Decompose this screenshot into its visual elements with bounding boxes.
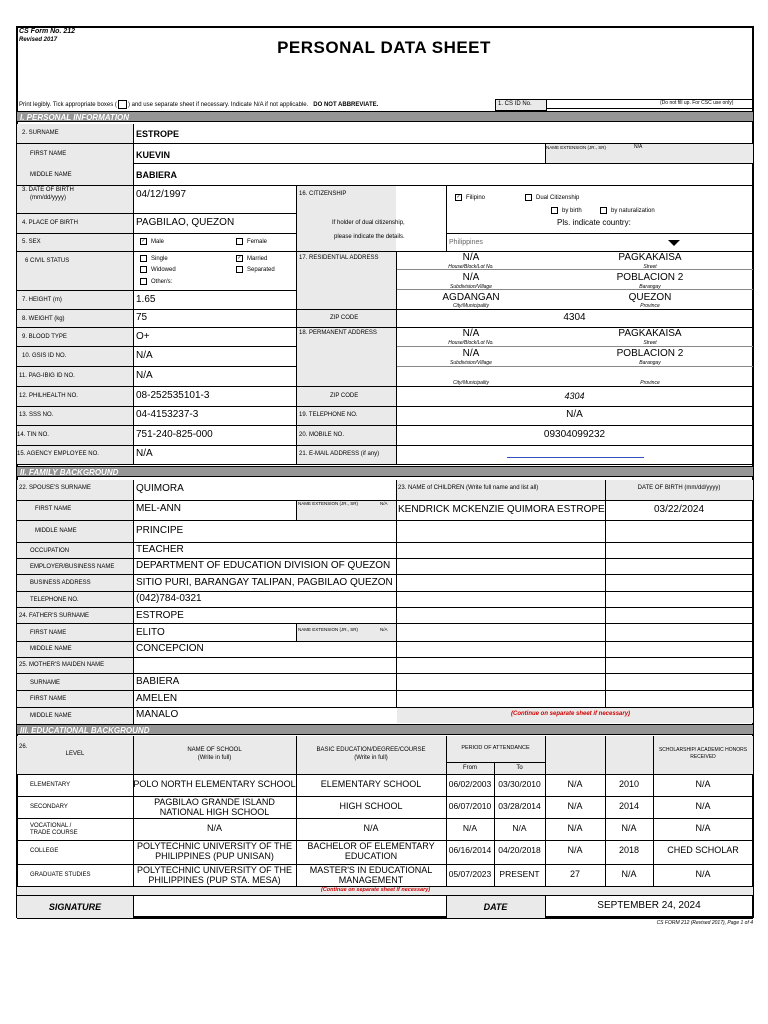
child-dob-value[interactable]: 03/22/2024 (653, 504, 705, 515)
agency-value[interactable]: N/A (136, 448, 153, 459)
mother-surname-label: SURNAME (30, 680, 61, 686)
perm-subdivision-value[interactable]: N/A (462, 348, 480, 359)
education-continue-note: (Continue on separate sheet if necessary) (321, 887, 431, 893)
spouse-telephone-label: TELEPHONE NO. (30, 597, 79, 603)
checkbox-icon (600, 207, 607, 214)
education-number: 26. (19, 744, 28, 750)
house-caption: House/Block/Lot No. (448, 340, 494, 346)
by-birth-option[interactable]: by birth (551, 207, 582, 215)
checked-icon: ✓ (141, 238, 146, 244)
civil-single-option[interactable]: Single (140, 255, 168, 263)
citizenship-filipino-option[interactable]: ✓ Filipino (456, 194, 486, 202)
mobile-label: 20. MOBILE NO. (299, 432, 345, 438)
dual-note-details: please indicate the details. (334, 234, 405, 240)
mother-surname-value[interactable]: BABIERA (136, 676, 180, 687)
education-year[interactable]: 2018 (618, 845, 640, 855)
gsis-label: 10. GSIS ID NO. (22, 353, 67, 359)
residential-address-label: 17. RESIDENTIAL ADDRESS (299, 255, 379, 261)
education-school[interactable]: POLYTECHNIC UNIVERSITY OF THE (136, 841, 293, 851)
education-level: SECONDARY (30, 804, 68, 810)
education-to[interactable]: 03/30/2010 (498, 779, 541, 789)
date-label: DATE (483, 902, 508, 912)
education-from[interactable]: 05/07/2023 (448, 869, 492, 879)
mother-first-label: FIRST NAME (30, 696, 67, 702)
checkbox-icon (140, 255, 147, 262)
mobile-value[interactable]: 09304099232 (543, 429, 606, 440)
business-address-value[interactable]: SITIO PURI, BARANGAY TALIPAN, PAGBILAO QUEZON (136, 577, 393, 588)
signature-field[interactable] (134, 897, 445, 917)
business-address-label: BUSINESS ADDRESS (30, 580, 91, 586)
weight-value[interactable]: 75 (136, 312, 148, 323)
child-name-value[interactable]: KENDRICK MCKENZIE QUIMORA ESTROPE (398, 504, 605, 515)
first-name-value[interactable]: KUEVIN (136, 150, 171, 160)
checkbox-icon (140, 278, 147, 285)
dual-note: If holder of dual citizenship, (332, 220, 405, 226)
form-number: CS Form No. 212 (19, 28, 76, 35)
father-surname-value[interactable]: ESTROPE (136, 610, 184, 621)
education-level: TRADE COURSE (30, 830, 78, 836)
blood-type-value[interactable]: O+ (136, 331, 150, 342)
section-family-background: II. FAMILY BACKGROUND (17, 466, 753, 477)
agency-label: 15. AGENCY EMPLOYEE NO. (17, 451, 99, 457)
education-school[interactable]: POLYTECHNIC UNIVERSITY OF THE (136, 865, 293, 875)
dob-format-label: (mm/dd/yyyy) (30, 195, 66, 201)
perm-barangay-value[interactable]: POBLACION 2 (616, 348, 684, 359)
education-year[interactable]: 2010 (618, 779, 640, 789)
checkbox-icon (140, 266, 147, 273)
education-honors[interactable]: CHED SCHOLAR (667, 845, 739, 855)
spouse-ext-value[interactable]: N/A (380, 501, 388, 506)
middle-name-label: MIDDLE NAME (30, 172, 72, 178)
civil-married-option[interactable]: ✓ Married (237, 255, 268, 263)
res-house-value[interactable]: N/A (462, 252, 480, 263)
citizenship-label: 16. CITIZENSHIP (299, 191, 347, 197)
country-select[interactable]: Philippines (449, 239, 483, 246)
education-course[interactable]: ELEMENTARY SCHOOL (320, 779, 422, 789)
education-level: COLLEGE (30, 848, 59, 854)
city-caption: City/Municipality (452, 380, 490, 386)
honors-header: SCHOLARSHIP/ ACADEMIC HONORS RECEIVED (658, 747, 748, 760)
sex-label: 5. SEX (22, 239, 41, 245)
checked-icon: ✓ (237, 255, 242, 261)
education-school[interactable]: N/A (206, 823, 222, 833)
city-caption: City/Municipality (452, 303, 490, 309)
education-school[interactable]: NATIONAL HIGH SCHOOL (159, 807, 270, 817)
education-course[interactable]: MANAGEMENT (338, 875, 404, 885)
indicate-country-label: Pls. indicate country: (557, 218, 631, 227)
education-level: ELEMENTARY (30, 782, 71, 788)
education-school[interactable]: POLO NORTH ELEMENTARY SCHOOL (133, 779, 296, 789)
perm-house-value[interactable]: N/A (462, 328, 480, 339)
permanent-address-label: 18. PERMANENT ADDRESS (299, 330, 377, 336)
education-school[interactable]: PAGBILAO GRANDE ISLAND (154, 797, 275, 807)
civil-others-option[interactable]: Other/s: (140, 278, 172, 286)
father-first-label: FIRST NAME (30, 630, 67, 636)
zip-code-label: ZIP CODE (330, 393, 359, 399)
weight-label: 8. WEIGHT (kg) (22, 316, 65, 322)
education-to[interactable]: 03/28/2014 (498, 801, 541, 811)
period-header: PERIOD OF ATTENDANCE (461, 745, 530, 751)
surname-value[interactable]: ESTROPE (136, 129, 180, 139)
spouse-telephone-value[interactable]: (042)784-0321 (136, 593, 202, 604)
name-extension-label: NAME EXTENSION (JR., SR) (546, 145, 607, 150)
barangay-caption: Barangay (639, 360, 661, 366)
level-header: LEVEL (65, 751, 85, 757)
surname-label: 2. SURNAME (22, 130, 59, 136)
email-label: 21. E-MAIL ADDRESS (if any) (299, 451, 380, 457)
instructions: Print legibly. Tick appropriate boxes ( ) and use separate sheet if necessary. Indicate N/A if not applicable. DO NOT ABBREVIATE. (19, 100, 378, 109)
province-caption: Province (640, 380, 660, 386)
school-write-note: (Write in full) (197, 755, 232, 761)
children-dob-label: DATE OF BIRTH (mm/dd/yyyy) (637, 485, 721, 491)
pagibig-value[interactable]: N/A (136, 370, 153, 381)
education-honors[interactable]: N/A (695, 823, 711, 833)
section-personal-info: I. PERSONAL INFORMATION (17, 111, 753, 122)
mother-maiden-label: 25. MOTHER'S MAIDEN NAME (19, 662, 105, 668)
sex-male-option[interactable]: ✓ Male (141, 238, 165, 246)
section-educational-background: III. EDUCATIONAL BACKGROUND (17, 724, 753, 735)
education-from[interactable]: 06/07/2010 (448, 801, 492, 811)
telephone-value[interactable]: N/A (566, 409, 583, 420)
name-extension-value[interactable]: N/A (634, 144, 643, 150)
by-naturalization-option[interactable]: by naturalization (600, 207, 655, 215)
csc-note: (Do not fill up. For CSC use only) (660, 100, 734, 106)
height-value[interactable]: 1.65 (136, 294, 156, 305)
sss-value[interactable]: 04-4153237-3 (136, 409, 199, 420)
pob-label: 4. PLACE OF BIRTH (22, 220, 78, 226)
signature-label: SIGNATURE (48, 902, 102, 912)
spouse-middle-label: MIDDLE NAME (35, 528, 77, 534)
citizenship-dual-option[interactable]: Dual Citizenship (525, 194, 579, 202)
civil-widowed-option[interactable]: Widowed (140, 266, 176, 274)
email-field[interactable] (507, 457, 644, 458)
education-level: GRADUATE STUDIES (30, 872, 91, 878)
education-course[interactable]: N/A (363, 823, 379, 833)
pagibig-label: 11. PAG-IBIG ID NO. (19, 373, 75, 379)
family-continue-note: (Continue on separate sheet if necessary) (511, 711, 631, 717)
education-units[interactable]: N/A (567, 823, 583, 833)
page-title: PERSONAL DATA SHEET (277, 38, 491, 57)
first-name-label: FIRST NAME (30, 151, 67, 157)
street-caption: Street (643, 264, 657, 270)
education-honors[interactable]: N/A (695, 801, 711, 811)
education-year[interactable]: 2014 (618, 801, 640, 811)
tin-label: 14. TIN NO. (17, 432, 49, 438)
spouse-surname-value[interactable]: QUIMORA (136, 483, 184, 494)
res-street-value[interactable]: PAGKAKAISA (618, 252, 682, 263)
education-year[interactable]: N/A (621, 823, 637, 833)
education-to[interactable]: 04/20/2018 (498, 845, 541, 855)
dob-label: 3. DATE OF BIRTH (22, 187, 74, 193)
father-ext-label: NAME EXTENSION (JR., SR) (298, 627, 359, 632)
education-course[interactable]: HIGH SCHOOL (339, 801, 403, 811)
education-honors[interactable]: N/A (695, 779, 711, 789)
education-school[interactable]: PHILIPPINES (PUP UNISAN) (155, 851, 274, 861)
education-from[interactable]: 06/02/2003 (448, 779, 492, 789)
barangay-caption: Barangay (639, 284, 661, 290)
education-units[interactable]: N/A (567, 779, 583, 789)
civil-status-label: 6 CIVIL STATUS (25, 258, 70, 264)
education-from[interactable]: N/A (462, 823, 478, 833)
checkbox-icon (236, 238, 243, 245)
dob-value[interactable]: 04/12/1997 (136, 189, 187, 200)
spouse-surname-label: 22. SPOUSE'S SURNAME (19, 485, 91, 491)
education-units[interactable]: 27 (569, 869, 580, 879)
checkbox-icon (551, 207, 558, 214)
education-school[interactable]: PHILIPPINES (PUP STA. MESA) (148, 875, 281, 885)
mother-middle-label: MIDDLE NAME (30, 713, 72, 719)
cs-id-label: 1. CS ID No. (498, 101, 532, 107)
chevron-down-icon[interactable] (668, 240, 680, 246)
father-middle-value[interactable]: CONCEPCION (136, 643, 204, 654)
page-footer: CS FORM 212 (Revised 2017), Page 1 of 4 (656, 920, 753, 926)
form-revised: Revised 2017 (19, 37, 58, 43)
mother-first-value[interactable]: AMELEN (136, 693, 178, 704)
education-from[interactable]: 06/16/2014 (448, 845, 492, 855)
tin-value[interactable]: 751-240-825-000 (136, 429, 213, 440)
telephone-label: 19. TELEPHONE NO. (299, 412, 358, 418)
civil-separated-option[interactable]: Separated (236, 266, 275, 274)
education-units[interactable]: N/A (567, 845, 583, 855)
children-label: 23. NAME of CHILDREN (Write full name and list all) (398, 485, 539, 491)
philhealth-value[interactable]: 08-252535101-3 (136, 390, 210, 401)
education-year[interactable]: N/A (621, 869, 637, 879)
course-write-note: (Write in full) (354, 755, 388, 761)
employer-label: EMPLOYER/BUSINESS NAME (30, 564, 115, 570)
province-caption: Province (640, 303, 660, 309)
perm-zip-value[interactable]: 4304 (564, 391, 585, 401)
school-header: NAME OF SCHOOL (187, 747, 242, 753)
checked-icon: ✓ (456, 194, 461, 200)
res-zip-value[interactable]: 4304 (563, 312, 586, 323)
subdivision-caption: Subdivision/Village (450, 284, 492, 290)
spouse-middle-value[interactable]: PRINCIPE (136, 525, 184, 536)
zip-code-label: ZIP CODE (330, 315, 359, 321)
height-label: 7. HEIGHT (m) (22, 297, 62, 303)
occupation-label: OCCUPATION (30, 548, 70, 554)
education-units[interactable]: N/A (567, 801, 583, 811)
employer-value[interactable]: DEPARTMENT OF EDUCATION DIVISION OF QUEZON (136, 560, 391, 571)
father-surname-label: 24. FATHER'S SURNAME (19, 613, 90, 619)
checkbox-icon (236, 266, 243, 273)
education-course[interactable]: EDUCATION (344, 851, 398, 861)
house-caption: House/Block/Lot No. (448, 264, 494, 270)
res-barangay-value[interactable]: POBLACION 2 (616, 272, 684, 283)
education-level: VOCATIONAL / (30, 823, 72, 829)
sex-female-option[interactable]: Female (236, 238, 267, 246)
spouse-first-value[interactable]: MEL-ANN (136, 503, 182, 514)
res-province-value[interactable]: QUEZON (628, 292, 672, 303)
middle-name-value[interactable]: BABIERA (136, 170, 178, 180)
pob-value[interactable]: PAGBILAO, QUEZON (136, 217, 235, 228)
philhealth-label: 12. PHILHEALTH NO. (19, 393, 78, 399)
occupation-value[interactable]: TEACHER (136, 544, 184, 555)
sss-label: 13. SSS NO. (19, 412, 54, 418)
to-header: To (516, 765, 523, 771)
education-course[interactable]: BACHELOR OF ELEMENTARY (307, 841, 435, 851)
spouse-ext-label: NAME EXTENSION (JR., SR) (298, 501, 359, 506)
from-header: From (463, 765, 477, 771)
res-city-value[interactable]: AGDANGAN (442, 292, 500, 303)
date-value[interactable]: SEPTEMBER 24, 2024 (597, 900, 701, 911)
education-course[interactable]: MASTER'S IN EDUCATIONAL (309, 865, 433, 875)
blood-type-label: 9. BLOOD TYPE (22, 334, 67, 340)
spouse-first-label: FIRST NAME (35, 506, 72, 512)
father-ext-value[interactable]: N/A (380, 627, 388, 632)
perm-street-value[interactable]: PAGKAKAISA (618, 328, 682, 339)
course-header: BASIC EDUCATION/DEGREE/COURSE (316, 747, 426, 753)
education-honors[interactable]: N/A (695, 869, 711, 879)
mother-middle-value[interactable]: MANALO (136, 709, 179, 720)
street-caption: Street (643, 340, 657, 346)
checkbox-icon (525, 194, 532, 201)
father-first-value[interactable]: ELITO (136, 627, 165, 638)
gsis-value[interactable]: N/A (136, 350, 153, 361)
subdivision-caption: Subdivision/Village (450, 360, 492, 366)
education-to[interactable]: N/A (512, 823, 527, 833)
father-middle-label: MIDDLE NAME (30, 646, 72, 652)
res-subdivision-value[interactable]: N/A (462, 272, 480, 283)
education-to[interactable]: PRESENT (499, 869, 540, 879)
